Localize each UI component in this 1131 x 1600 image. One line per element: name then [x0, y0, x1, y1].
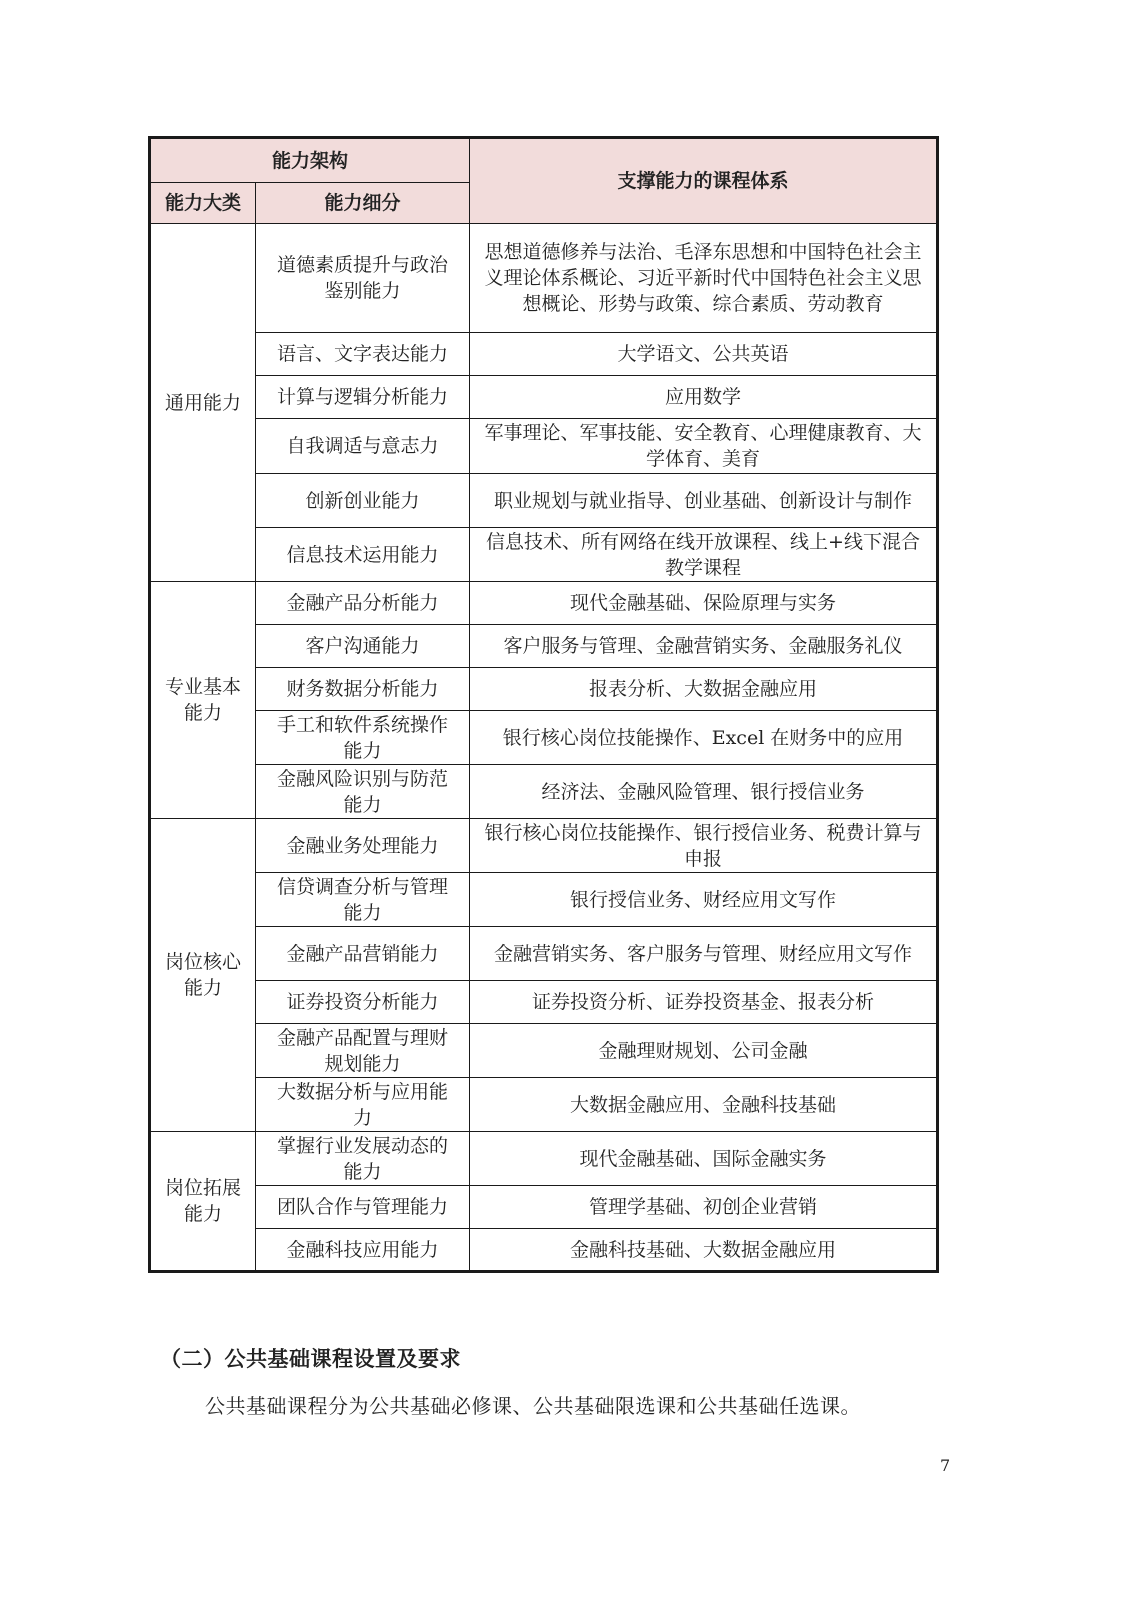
courses-cell: 职业规划与就业指导、创业基础、创新设计与制作 [470, 474, 938, 528]
courses-cell: 金融理财规划、公司金融 [470, 1024, 938, 1078]
courses-cell: 报表分析、大数据金融应用 [470, 668, 938, 711]
courses-cell: 大学语文、公共英语 [470, 333, 938, 376]
table-row [150, 1024, 938, 1078]
table-row [150, 1132, 938, 1186]
ability-cell: 创新创业能力 [256, 474, 470, 528]
table-row [150, 582, 938, 625]
ability-cell: 手工和软件系统操作能力 [256, 711, 470, 765]
header-supporting-courses: 支撑能力的课程体系 [470, 138, 938, 224]
ability-cell: 客户沟通能力 [256, 625, 470, 668]
ability-cell: 大数据分析与应用能力 [256, 1078, 470, 1132]
ability-cell: 金融科技应用能力 [256, 1229, 470, 1272]
courses-cell: 大数据金融应用、金融科技基础 [470, 1078, 938, 1132]
ability-cell: 道德素质提升与政治鉴别能力 [256, 224, 470, 333]
header-ability-subdivision: 能力细分 [256, 183, 470, 224]
courses-cell: 金融科技基础、大数据金融应用 [470, 1229, 938, 1272]
ability-cell: 财务数据分析能力 [256, 668, 470, 711]
courses-cell: 银行核心岗位技能操作、银行授信业务、税费计算与申报 [470, 819, 938, 873]
courses-cell: 现代金融基础、保险原理与实务 [470, 582, 938, 625]
courses-cell: 银行授信业务、财经应用文写作 [470, 873, 938, 927]
table-row [150, 376, 938, 419]
courses-cell: 思想道德修养与法治、毛泽东思想和中国特色社会主义理论体系概论、习近平新时代中国特色社会主义思想概论、形势与政策、综合素质、劳动教育 [470, 224, 938, 333]
ability-cell: 信贷调查分析与管理能力 [256, 873, 470, 927]
table-row [150, 873, 938, 927]
courses-cell: 经济法、金融风险管理、银行授信业务 [470, 765, 938, 819]
table-row [150, 668, 938, 711]
table-row [150, 1229, 938, 1272]
table-row [150, 819, 938, 873]
ability-cell: 金融业务处理能力 [256, 819, 470, 873]
ability-course-table [148, 136, 939, 1273]
ability-cell: 语言、文字表达能力 [256, 333, 470, 376]
section-body-text: 公共基础课程分为公共基础必修课、公共基础限选课和公共基础任选课。 [205, 1394, 861, 1418]
courses-cell: 证券投资分析、证券投资基金、报表分析 [470, 981, 938, 1024]
ability-category-cell: 岗位核心能力 [150, 819, 256, 1132]
courses-cell: 军事理论、军事技能、安全教育、心理健康教育、大学体育、美育 [470, 419, 938, 474]
table-row [150, 981, 938, 1024]
table-row [150, 224, 938, 333]
ability-cell: 掌握行业发展动态的能力 [256, 1132, 470, 1186]
table-row [150, 1078, 938, 1132]
courses-cell: 金融营销实务、客户服务与管理、财经应用文写作 [470, 927, 938, 981]
header-ability-structure: 能力架构 [150, 138, 470, 183]
table-row [150, 711, 938, 765]
ability-cell: 金融产品配置与理财规划能力 [256, 1024, 470, 1078]
courses-cell: 现代金融基础、国际金融实务 [470, 1132, 938, 1186]
table-row [150, 1186, 938, 1229]
courses-cell: 银行核心岗位技能操作、Excel 在财务中的应用 [470, 711, 938, 765]
section-heading: （二）公共基础课程设置及要求 [160, 1346, 461, 1371]
courses-cell: 客户服务与管理、金融营销实务、金融服务礼仪 [470, 625, 938, 668]
ability-cell: 计算与逻辑分析能力 [256, 376, 470, 419]
ability-cell: 信息技术运用能力 [256, 528, 470, 582]
table-row [150, 765, 938, 819]
page-number: 7 [940, 1456, 951, 1475]
ability-cell: 金融风险识别与防范能力 [256, 765, 470, 819]
table-row [150, 419, 938, 474]
ability-cell: 团队合作与管理能力 [256, 1186, 470, 1229]
table-row [150, 474, 938, 528]
table-row [150, 333, 938, 376]
courses-cell: 应用数学 [470, 376, 938, 419]
ability-cell: 金融产品分析能力 [256, 582, 470, 625]
header-ability-category: 能力大类 [150, 183, 256, 224]
ability-cell: 证券投资分析能力 [256, 981, 470, 1024]
ability-category-cell: 专业基本能力 [150, 582, 256, 819]
courses-cell: 管理学基础、初创企业营销 [470, 1186, 938, 1229]
ability-cell: 自我调适与意志力 [256, 419, 470, 474]
ability-category-cell: 通用能力 [150, 224, 256, 582]
ability-cell: 金融产品营销能力 [256, 927, 470, 981]
table-row [150, 528, 938, 582]
courses-cell: 信息技术、所有网络在线开放课程、线上+线下混合教学课程 [470, 528, 938, 582]
ability-category-cell: 岗位拓展能力 [150, 1132, 256, 1272]
table-row [150, 927, 938, 981]
table-row [150, 625, 938, 668]
